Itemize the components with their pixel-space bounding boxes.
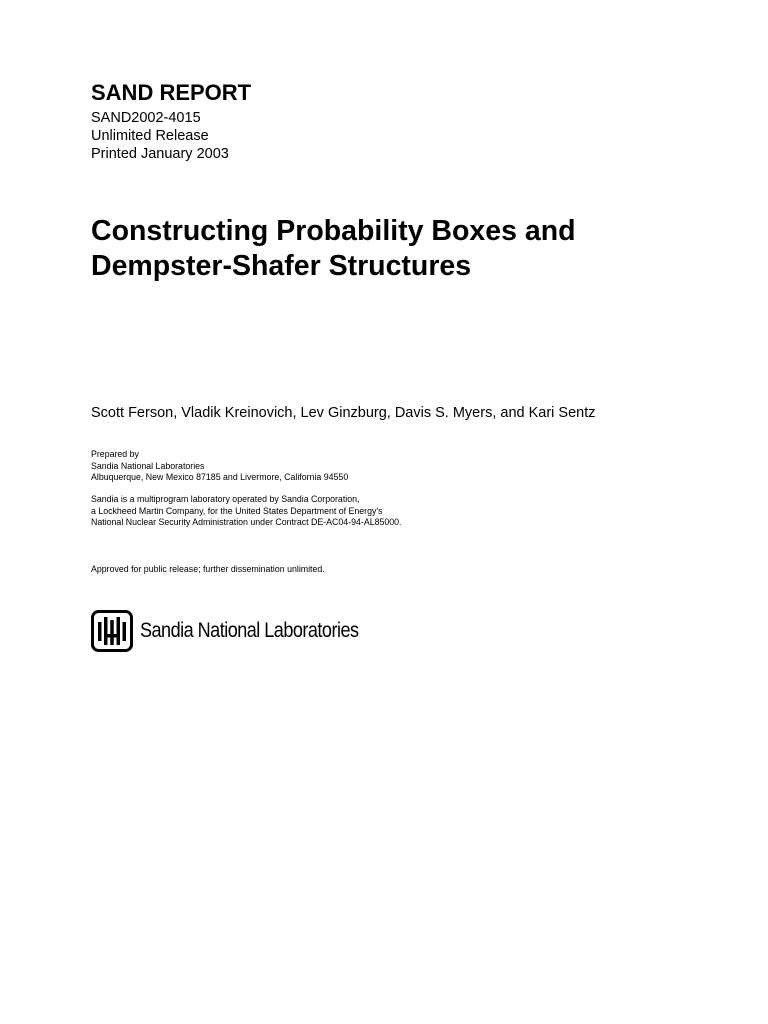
release-approval-note: Approved for public release; further dissemination unlimited. xyxy=(91,564,325,574)
title-line-1: Constructing Probability Boxes and xyxy=(91,215,576,247)
title-line-2: Dempster-Shafer Structures xyxy=(91,250,472,282)
sandia-thunderbird-logo-icon xyxy=(91,610,133,652)
prepared-by-line-2: Sandia National Laboratories xyxy=(91,460,205,471)
sandia-logo-text: Sandia National Laboratories xyxy=(140,619,359,642)
release-status: Unlimited Release xyxy=(91,128,209,144)
prepared-by-block xyxy=(91,449,348,484)
report-meta xyxy=(91,109,229,163)
sandia-info-line-2: a Lockheed Martin Company, for the United States Department of Energy's xyxy=(91,505,383,516)
report-type-heading: SAND REPORT xyxy=(91,80,252,105)
document-title xyxy=(91,214,731,284)
sandia-info-line-3: National Nuclear Security Administration under Contract DE-AC04-94-AL85000. xyxy=(91,517,402,527)
author-list: Scott Ferson, Vladik Kreinovich, Lev Ginzburg, Davis S. Myers, and Kari Sentz xyxy=(91,405,596,421)
print-date: Printed January 2003 xyxy=(91,146,229,162)
report-number: SAND2002-4015 xyxy=(91,110,201,126)
sandia-logo xyxy=(91,609,394,653)
prepared-by-line-1: Prepared by xyxy=(91,449,139,459)
prepared-by-line-3: Albuquerque, New Mexico 87185 and Livermore, California 94550 xyxy=(91,472,349,482)
sandia-info-block xyxy=(91,494,402,529)
sandia-info-line-1: Sandia is a multiprogram laboratory operated by Sandia Corporation, xyxy=(91,494,360,504)
